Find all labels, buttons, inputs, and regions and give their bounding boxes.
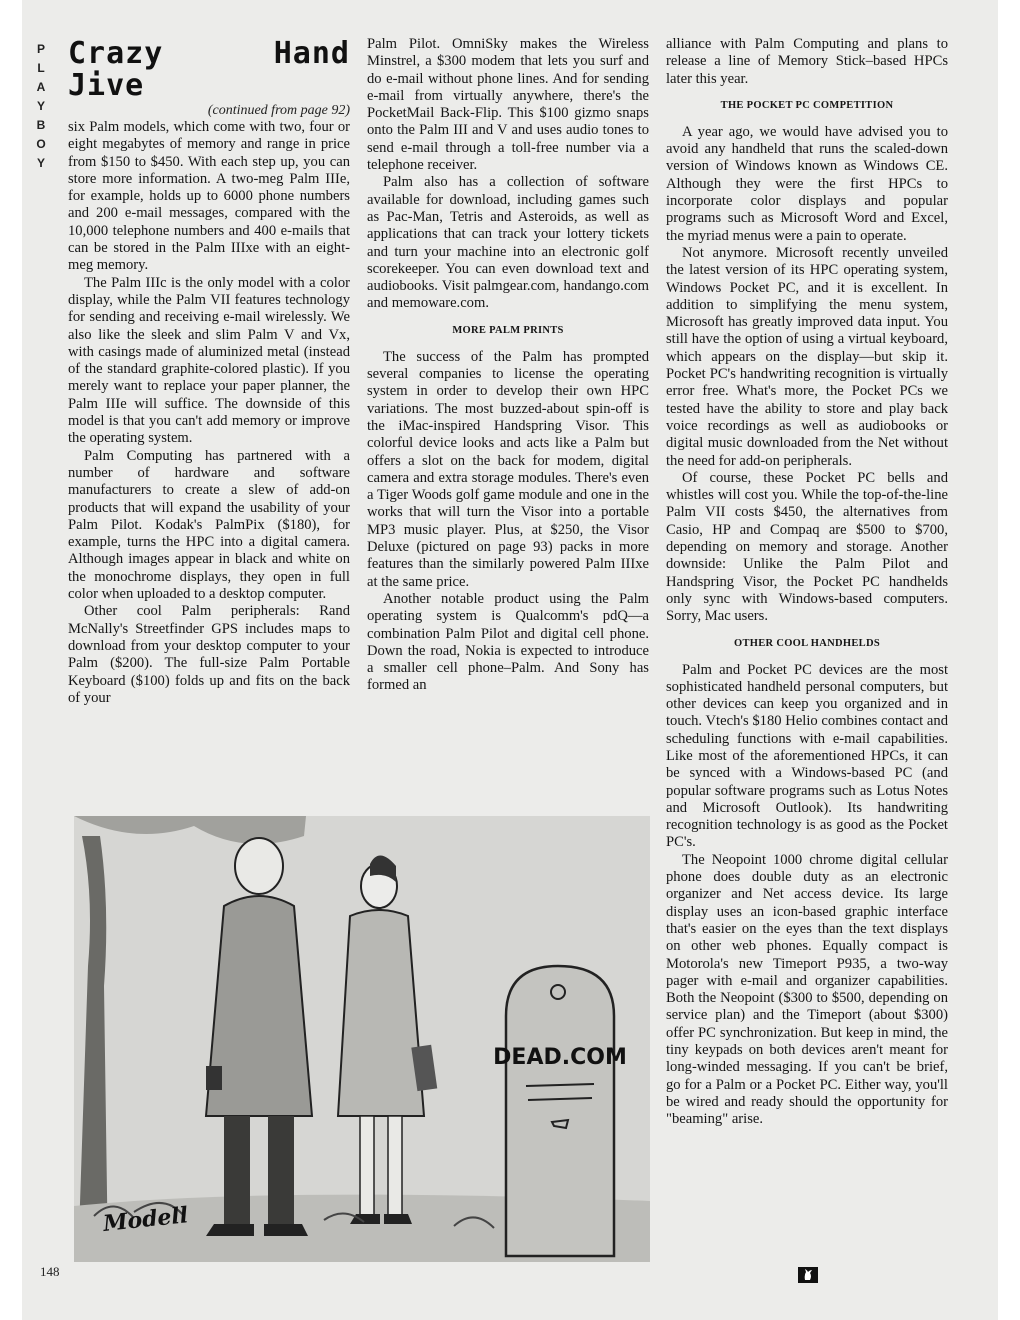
paragraph: alliance with Palm Computing and plans to release a line of Memory Stick–based HPCs later this year. <box>666 36 948 87</box>
section-subhead: OTHER COOL HANDHELDS <box>733 637 881 649</box>
page-number: 148 <box>40 1264 60 1279</box>
paragraph: Other cool Palm peripherals: Rand McNally's Streetfinder GPS includes maps to download from your desktop computer to your Palm ($200). The full-size Palm Portable Keyboard ($100) folds up and fits on the back of your <box>68 603 350 706</box>
paragraph: Palm also has a collection of software available for download, including games such as Pac-Man, Tetris and Asteroids, as well as applications that can track your lottery tickets and turn your machine into an electronic golf scorekeeper. You can even download text and audiobooks. Visit palmgear.com, handango.com and memoware.com. <box>367 174 649 312</box>
paragraph: Palm Computing has partnered with a number of hardware and software manufacturers to create a slew of add-on products that will expand the usability of your Palm Pilot. Kodak's PalmPix ($180), for example, turns the HPC into a digital camera. Although images appear in black and white on the monochrome displays, they open in full color when uploaded to a desktop computer. <box>68 447 350 603</box>
paragraph: A year ago, we would have advised you to avoid any handheld that runs the scaled-down version of Windows known as Windows CE. Although they were the first HPCs to incorporate color displays and popular programs such as Microsoft Word and Excel, the myriad menus were a pain to operate. <box>666 123 948 244</box>
tombstone <box>493 966 627 1256</box>
column-3 <box>666 36 948 1129</box>
paragraph: Of course, these Pocket PC bells and whistles will cost you. While the top-of-the-line Palm VII costs $450, the alternatives from Casio, HP and Compaq are $500 to $700, depending on memory and storage. Another downside: Unlike the Palm Pilot and Handspring Visor, the Pocket PC handhelds only sync with Windows-based computers. Sorry, Mac users. <box>666 469 948 625</box>
paragraph: Palm and Pocket PC devices are the most sophisticated handheld personal computers, but other devices can keep you organized and in touch. Vtech's $180 Helio combines contact and scheduling functions with e-mail capabilities. Like most of the aforementioned HPCs, it can be synced with a Windows-based PC (and popular software programs such as Lotus Notes and Microsoft Outlook). Its handwriting recognition technology is as good as the Pocket PC's. <box>666 661 948 851</box>
section-subhead: MORE PALM PRINTS <box>452 324 564 336</box>
article-title: Crazy Hand Jive <box>68 36 350 103</box>
paragraph: Not anymore. Microsoft recently unveiled the latest version of its HPC operating system, Windows Pocket PC, and it is excellent. In addition to simplifying the menu system, Microsoft has greatly improved data input. You still have the option of using a virtual keyboard, which appears on the display—but skip it. Pocket PC's handwriting recognition is virtually error free. What's more, the Pocket PCs we tested have the ability to store and play back voice recordings as well as audiobooks or digital music downloaded from the Net without the need for add-on peripherals. <box>666 244 948 469</box>
column-1 <box>68 36 350 707</box>
column-2 <box>367 36 649 695</box>
paragraph: Palm Pilot. OmniSky makes the Wireless Minstrel, a $300 modem that lets you surf and do e-mail without phone lines. And for sending e-mail from virtually anywhere, there's the PocketMail Back-Flip. This $100 gizmo snaps onto the Palm III and V and uses audio tones to send e-mail through a toll-free number via a telephone receiver. <box>367 36 649 174</box>
rabbit-head-icon <box>798 1267 818 1283</box>
artist-signature: Modell <box>101 1202 190 1237</box>
section-subhead: THE POCKET PC COMPETITION <box>720 99 894 111</box>
paragraph: The success of the Palm has prompted several companies to license the operating system in order to develop their own HPC variations. The most buzzed-about spin-off is the iMac-inspired Handspring Visor. This colorful device looks and acts like a Palm but offers a slot on the back for modem, digital camera and extra storage modules. There's even a Tiger Woods golf game module and one in the works that will turn the Visor into a portable MP3 music player. Plus, at $250, the Visor Deluxe (pictured on page 93) packs in more features than the similarly powered Palm IIIxe at the same price. <box>367 348 649 590</box>
tombstone-text: DEAD.COM <box>493 1045 627 1070</box>
paragraph: Another notable product using the Palm operating system is Qualcomm's pdQ—a combination Palm Pilot and digital cell phone. Down the road, Nokia is expected to introduce a smaller cell phone–Palm. And Sony has formed an <box>367 590 649 694</box>
vertical-brand-label: P L A Y B O Y <box>36 42 46 170</box>
paragraph: six Palm models, which come with two, four or eight megabytes of memory and range in price from $150 to $450. With each step up, you can store more information. A two-meg Palm IIIe, for example, holds up to 6000 phone numbers and 200 e-mail messages, compared with the 10,000 telephone numbers and 400 e-mails that can be stored in the Palm IIIxe with an eight-meg memory. <box>68 119 350 274</box>
continued-note: (continued from page 92) <box>207 103 350 118</box>
cartoon-drawing <box>74 816 650 1262</box>
cartoon-illustration <box>74 816 650 1262</box>
paragraph: The Palm IIIc is the only model with a color display, while the Palm VII features technology for sending and receiving e-mail wirelessly. We also like the sleek and slim Palm V and Vx, with casings made of aluminized metal (instead of the standard graphite-colored plastic). If you merely want to replace your paper planner, the Palm IIIe will suffice. The downside of this model is that you can't add memory or improve the operating system. <box>68 274 350 447</box>
paragraph: The Neopoint 1000 chrome digital cellular phone does double duty as an electronic organizer and Net access device. Its large display uses an icon-based graphic interface that's easier on the eyes than the text displays on other web phones. Equally compact is Motorola's new Timeport P935, a two-way pager with e-mail and organizer capabilities. Both the Neopoint ($300 to $500, depending on service plan) and the Timeport (about $300) offer PC synchronization. But keep in mind, the tiny keypads on both devices aren't meant for long-winded messaging. If you can't be brief, go for a Palm or a Pocket PC. Either way, you'll be wired and ready should the opportunity for "beaming" arise. <box>666 851 948 1128</box>
